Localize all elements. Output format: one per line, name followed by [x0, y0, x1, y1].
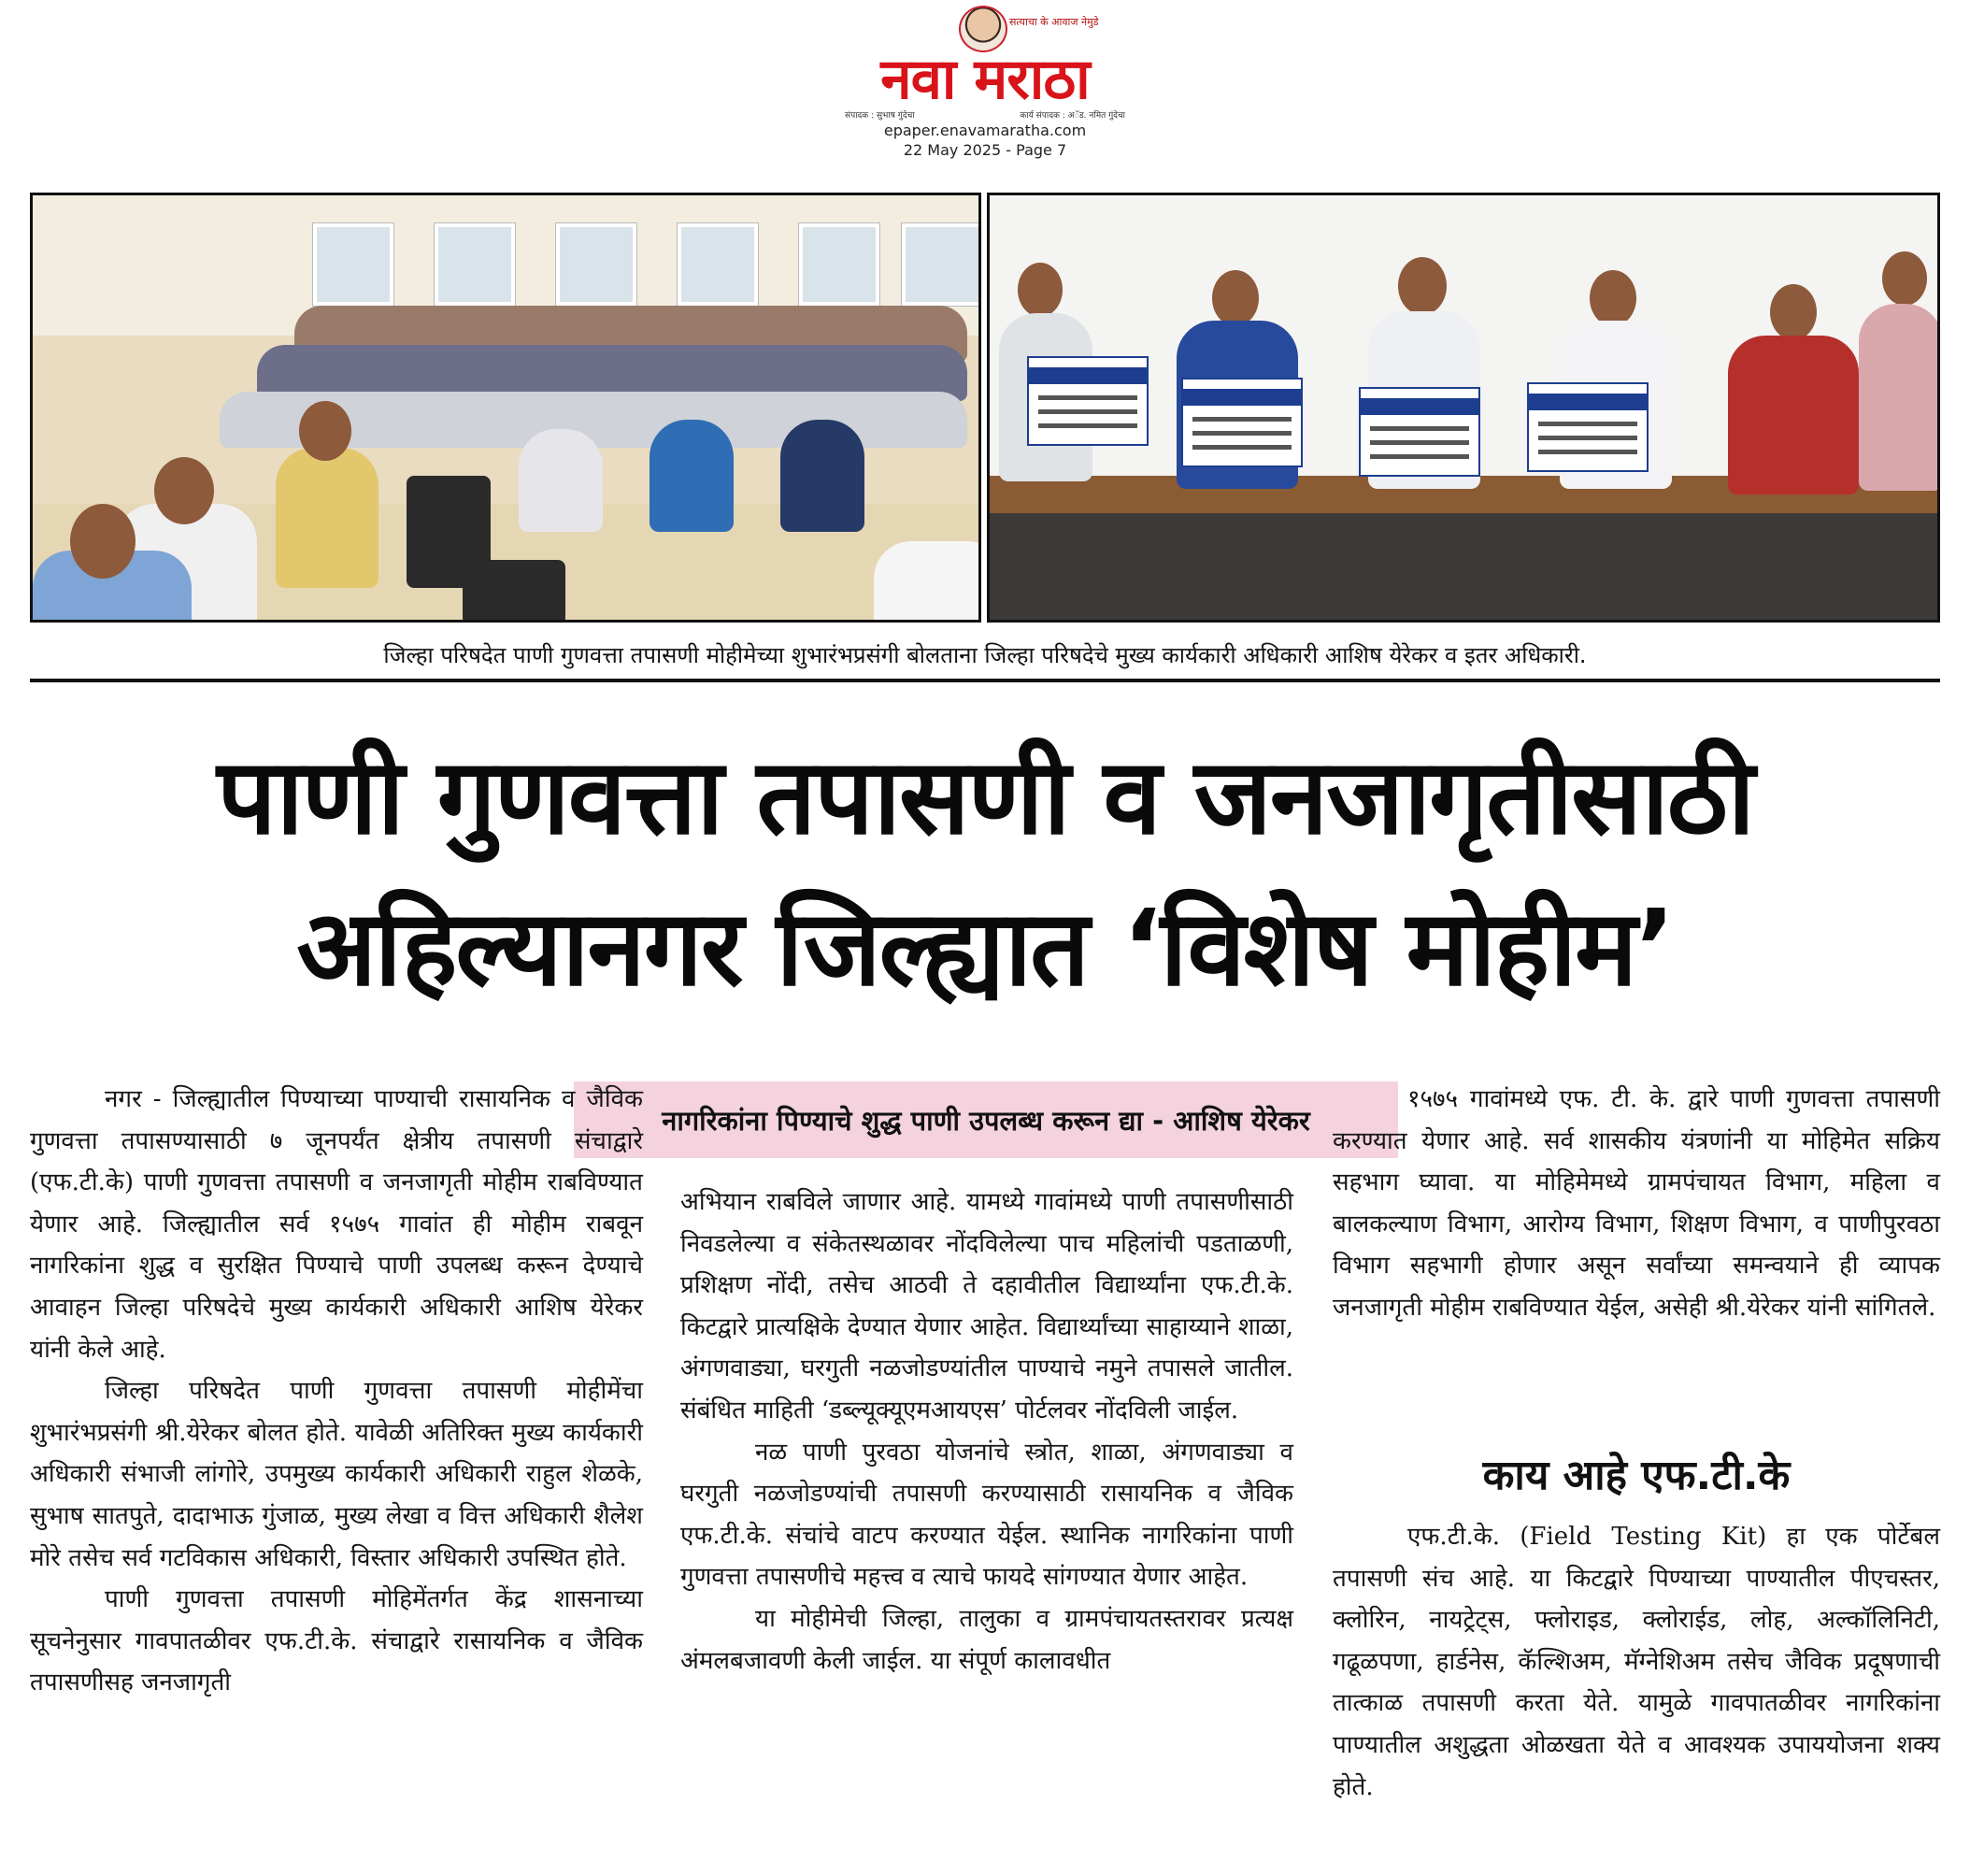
- paragraph: १५७५ गावांमध्ये एफ. टी. के. द्वारे पाणी गुणवत्ता तपासणी करण्यात येणार आहे. सर्व शासकीय यंत्रणांनी या मोहिमेत सक्रिय सहभाग घ्यावा. या मोहिमेमध्ये ग्रामपंचायत विभाग, महिला व बालकल्याण विभाग, आरोग्य विभाग, शिक्षण विभाग, व पाणीपुरवठा विभाग सहभागी होणार असून सर्वांच्या समन्वयाने ही व्यापक जनजागृती मोहीम राबविण्यात येईल, असेही श्री.येरेकर यांनी सांगितले.: [1333, 1085, 1940, 1322]
- editor-left: संपादक : सुभाष गुंदेचा: [845, 111, 915, 121]
- paragraph: पाणी गुणवत्ता तपासणी मोहिमेंतर्गत केंद्र शासनाच्या सूचनेनुसार गावपातळीवर एफ.टी.के. संचाद्वारे रासायनिक व जैविक तपासणीसह जनजागृती: [30, 1585, 643, 1697]
- edition-date-page: 22 May 2025 - Page 7: [903, 141, 1067, 159]
- article-column-3-ftk: [1333, 1516, 1940, 1808]
- editor-right: कार्य संपादक : अॅड. नमित गुंदेचा: [1020, 111, 1125, 121]
- paragraph: या मोहीमेची जिल्हा, तालुका व ग्रामपंचायतस्तरावर प्रत्यक्ष अंमलबजावणी केली जाईल. या संपूर्ण कालावधीत: [680, 1604, 1293, 1675]
- founder-portrait-icon: [959, 6, 1007, 52]
- officials-launch-photo: [987, 193, 1940, 623]
- headline-line-1: पाणी गुणवत्ता तपासणी व जनजागृतीसाठी: [217, 737, 1753, 858]
- article-column-3: [1333, 1079, 1940, 1329]
- logo-tagline: सत्याचा के आवाज नेमुडे: [1009, 16, 1099, 28]
- editor-line: [845, 108, 1125, 121]
- article-column-1: [30, 1079, 643, 1704]
- epaper-url[interactable]: epaper.enavamaratha.com: [883, 122, 1087, 139]
- divider: [30, 679, 1940, 682]
- logo-wordmark: नवा मराठा: [880, 47, 1090, 112]
- photo-caption: जिल्हा परिषदेत पाणी गुणवत्ता तपासणी मोहीमेच्या शुभारंभप्रसंगी बोलताना जिल्हा परिषदेचे मुख्य कार्यकारी अधिकारी आशिष येरेकर व इतर अधिकारी.: [383, 642, 1587, 668]
- paragraph: नगर - जिल्ह्यातील पिण्याच्या पाण्याची रासायनिक व जैविक गुणवत्ता तपासण्यासाठी ७ जूनपर्यंत क्षेत्रीय तपासणी संचाद्वारे (एफ.टी.के) पाणी गुणवत्ता तपासणी व जनजागृती मोहीम राबविण्यात येणार आहे. जिल्ह्यातील सर्व १५७५ गावांत ही मोहीम राबवून नागरिकांना शुद्ध व सुरक्षित पिण्याचे पाणी उपलब्ध करून देण्याचे आवाहन जिल्हा परिषदेचे मुख्य कार्यकारी अधिकारी आशिष येरेकर यांनी केले आहे.: [30, 1085, 643, 1364]
- article-column-2: [680, 1181, 1293, 1682]
- newspaper-logo[interactable]: [845, 4, 1125, 121]
- paragraph: नळ पाणी पुरवठा योजनांचे स्त्रोत, शाळा, अंगणवाड्या व घरगुती नळजोडण्यांची तपासणी करण्यासाठी रासायनिक व जैविक एफ.टी.के. संचांचे वाटप करण्यात येईल. स्थानिक नागरिकांना पाणी गुणवत्ता तपासणीचे महत्त्व व त्याचे फायदे सांगण्यात येणार आहेत.: [680, 1438, 1293, 1592]
- paragraph: जिल्हा परिषदेत पाणी गुणवत्ता तपासणी मोहीमेंचा शुभारंभप्रसंगी श्री.येरेकर बोलत होते. यावेळी अतिरिक्त मुख्य कार्यकारी अधिकारी संभाजी लांगोरे, उपमुख्य कार्यकारी अधिकारी राहुल शेळके, सुभाष सातपुते, दादाभाऊ गुंजाळ, मुख्य लेखा व वित्त अधिकारी शैलेश मोरे तसेच सर्व गटविकास अधिकारी, विस्तार अधिकारी उपस्थित होते.: [30, 1377, 643, 1572]
- pull-quote: नागरिकांना पिण्याचे शुद्ध पाणी उपलब्ध करून द्या - आशिष येरेकर: [574, 1081, 1398, 1158]
- headline-line-2: अहिल्यानगर जिल्ह्यात ‘विशेष मोहीम’: [296, 888, 1674, 1010]
- section-subhead: काय आहे एफ.टी.के: [1482, 1452, 1791, 1499]
- paragraph: एफ.टी.के. (Field Testing Kit) हा एक पोर्टेबल तपासणी संच आहे. या किटद्वारे पिण्याच्या पाण्यातील पीएचस्तर, क्लोरिन, नायट्रेट्स, फ्लोराइड, क्लोराईड, लोह, अल्कॉलिनिटी, गढूळपणा, हार्डनेस, कॅल्शिअम, मॅग्नेशिअम तसेच जैविक प्रदूषणाची तात्काळ तपासणी करता येते. यामुळे गावपातळीवर नागरिकांना पाण्यातील अशुद्धता ओळखता येते व आवश्यक उपाययोजना शक्य होते.: [1333, 1523, 1940, 1801]
- paragraph: अभियान राबविले जाणार आहे. यामध्ये गावांमध्ये पाणी तपासणीसाठी निवडलेल्या व संकेतस्थळावर नोंदविलेल्या पाच महिलांची पडताळणी, प्रशिक्षण नोंदी, तसेच आठवी ते दहावीतील विद्यार्थ्यांना एफ.टी.के. किटद्वारे प्रात्यक्षिके देण्यात येणार आहेत. विद्यार्थ्यांच्या साहाय्याने शाळा, अंगणवाड्या, घरगुती नळजोडण्यांतील पाण्याचे नमुने तपासले जातील. संबंधित माहिती ‘डब्ल्यूक्यूएमआयएस’ पोर्टलवर नोंदविली जाईल.: [680, 1188, 1293, 1425]
- masthead: [0, 0, 1970, 168]
- meeting-hall-photo: [30, 193, 981, 623]
